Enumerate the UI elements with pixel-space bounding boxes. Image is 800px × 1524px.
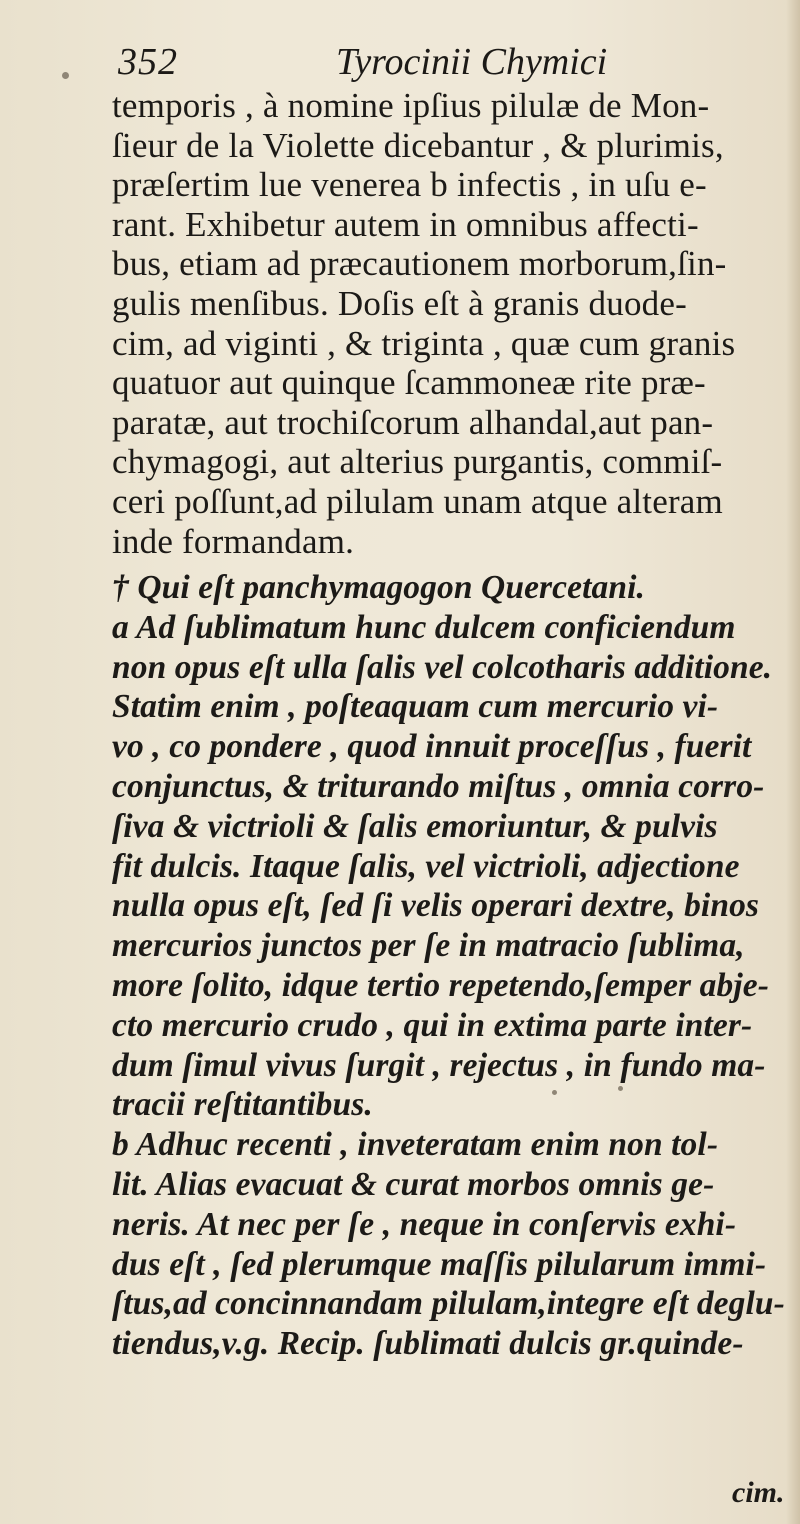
running-head [118, 40, 758, 90]
note-line: cto mercurio crudo , qui in extima parte inter- [112, 1006, 753, 1044]
note-line: fit dulcis. Itaque ſalis, vel victrioli, adjectione [112, 847, 740, 885]
note-line: nulla opus eſt, ſed ſi velis operari dextre, binos [112, 887, 760, 925]
text-line: cim, ad viginti , & triginta , quæ cum granis [112, 323, 736, 363]
ink-speck [552, 1090, 557, 1095]
note-line: Statim enim , poſteaquam cum mercurio vi- [112, 688, 719, 726]
note-line: more ſolito, idque tertio repetendo,ſemper abje- [112, 966, 770, 1004]
text-line: temporis , à nomine ipſius pilulæ de Mon- [112, 86, 710, 125]
text-line: paratæ, aut trochiſcorum alhandal,aut pan- [112, 402, 714, 442]
text-line: ſieur de la Violette dicebantur , & plurimis, [112, 125, 724, 165]
note-line: a Ad ſublimatum hunc dulcem conficiendum [112, 608, 736, 646]
note-line: conjunctus, & triturando miſtus , omnia corro- [112, 767, 765, 805]
text-line: bus, etiam ad præcautionem morborum,ſin- [112, 244, 727, 284]
note-line: mercurios junctos per ſe in matracio ſublima, [112, 927, 745, 965]
note-line: ſtus,ad concinnandam pilulam,integre eſt deglu- [112, 1285, 785, 1323]
note-line: b Adhuc recenti , inveteratam enim non tol- [112, 1126, 719, 1164]
catchword: cim. [732, 1476, 785, 1509]
note-line: dum ſimul vivus ſurgit , rejectus , in fundo ma- [112, 1046, 766, 1084]
note-line: tiendus,v.g. Recip. ſublimati dulcis gr.quinde- [112, 1325, 744, 1363]
note-line: † Qui eſt panchymagogon Quercetani. [112, 569, 645, 606]
note-line: tracii reſtitantibus. [112, 1086, 373, 1124]
footnotes [112, 568, 792, 1364]
text-line: rant. Exhibetur autem in omnibus affecti- [112, 204, 699, 244]
note-line: vo , co pondere , quod innuit proceſſus , fuerit [112, 728, 752, 766]
note-line: neris. At nec per ſe , neque in conſervis exhi- [112, 1205, 737, 1243]
note-line: dus eſt , ſed plerumque maſſis pilularum immi- [112, 1245, 767, 1283]
note-line: ſiva & victrioli & ſalis emoriuntur, & pulvis [112, 807, 718, 845]
text-line: præſertim lue venerea b infectis , in uſu e- [112, 165, 707, 205]
ink-speck [62, 72, 69, 79]
text-line: quatuor aut quinque ſcammoneæ rite præ- [112, 363, 706, 403]
ink-speck [618, 1086, 623, 1091]
main-text [112, 86, 792, 561]
text-line: chymagogi, aut alterius purgantis, commiſ- [112, 442, 723, 482]
note-line: non opus eſt ulla ſalis vel colcotharis additione. [112, 648, 773, 686]
text-line: ceri poſſunt,ad pilulam unam atque alteram [112, 481, 723, 521]
page-number: 352 [118, 41, 178, 83]
note-line: lit. Alias evacuat & curat morbos omnis ge- [112, 1165, 715, 1203]
text-line: inde formandam. [112, 521, 355, 561]
text-line: gulis menſibus. Doſis eſt à granis duode- [112, 283, 687, 323]
running-title: Tyrocinii Chymici [336, 41, 608, 83]
